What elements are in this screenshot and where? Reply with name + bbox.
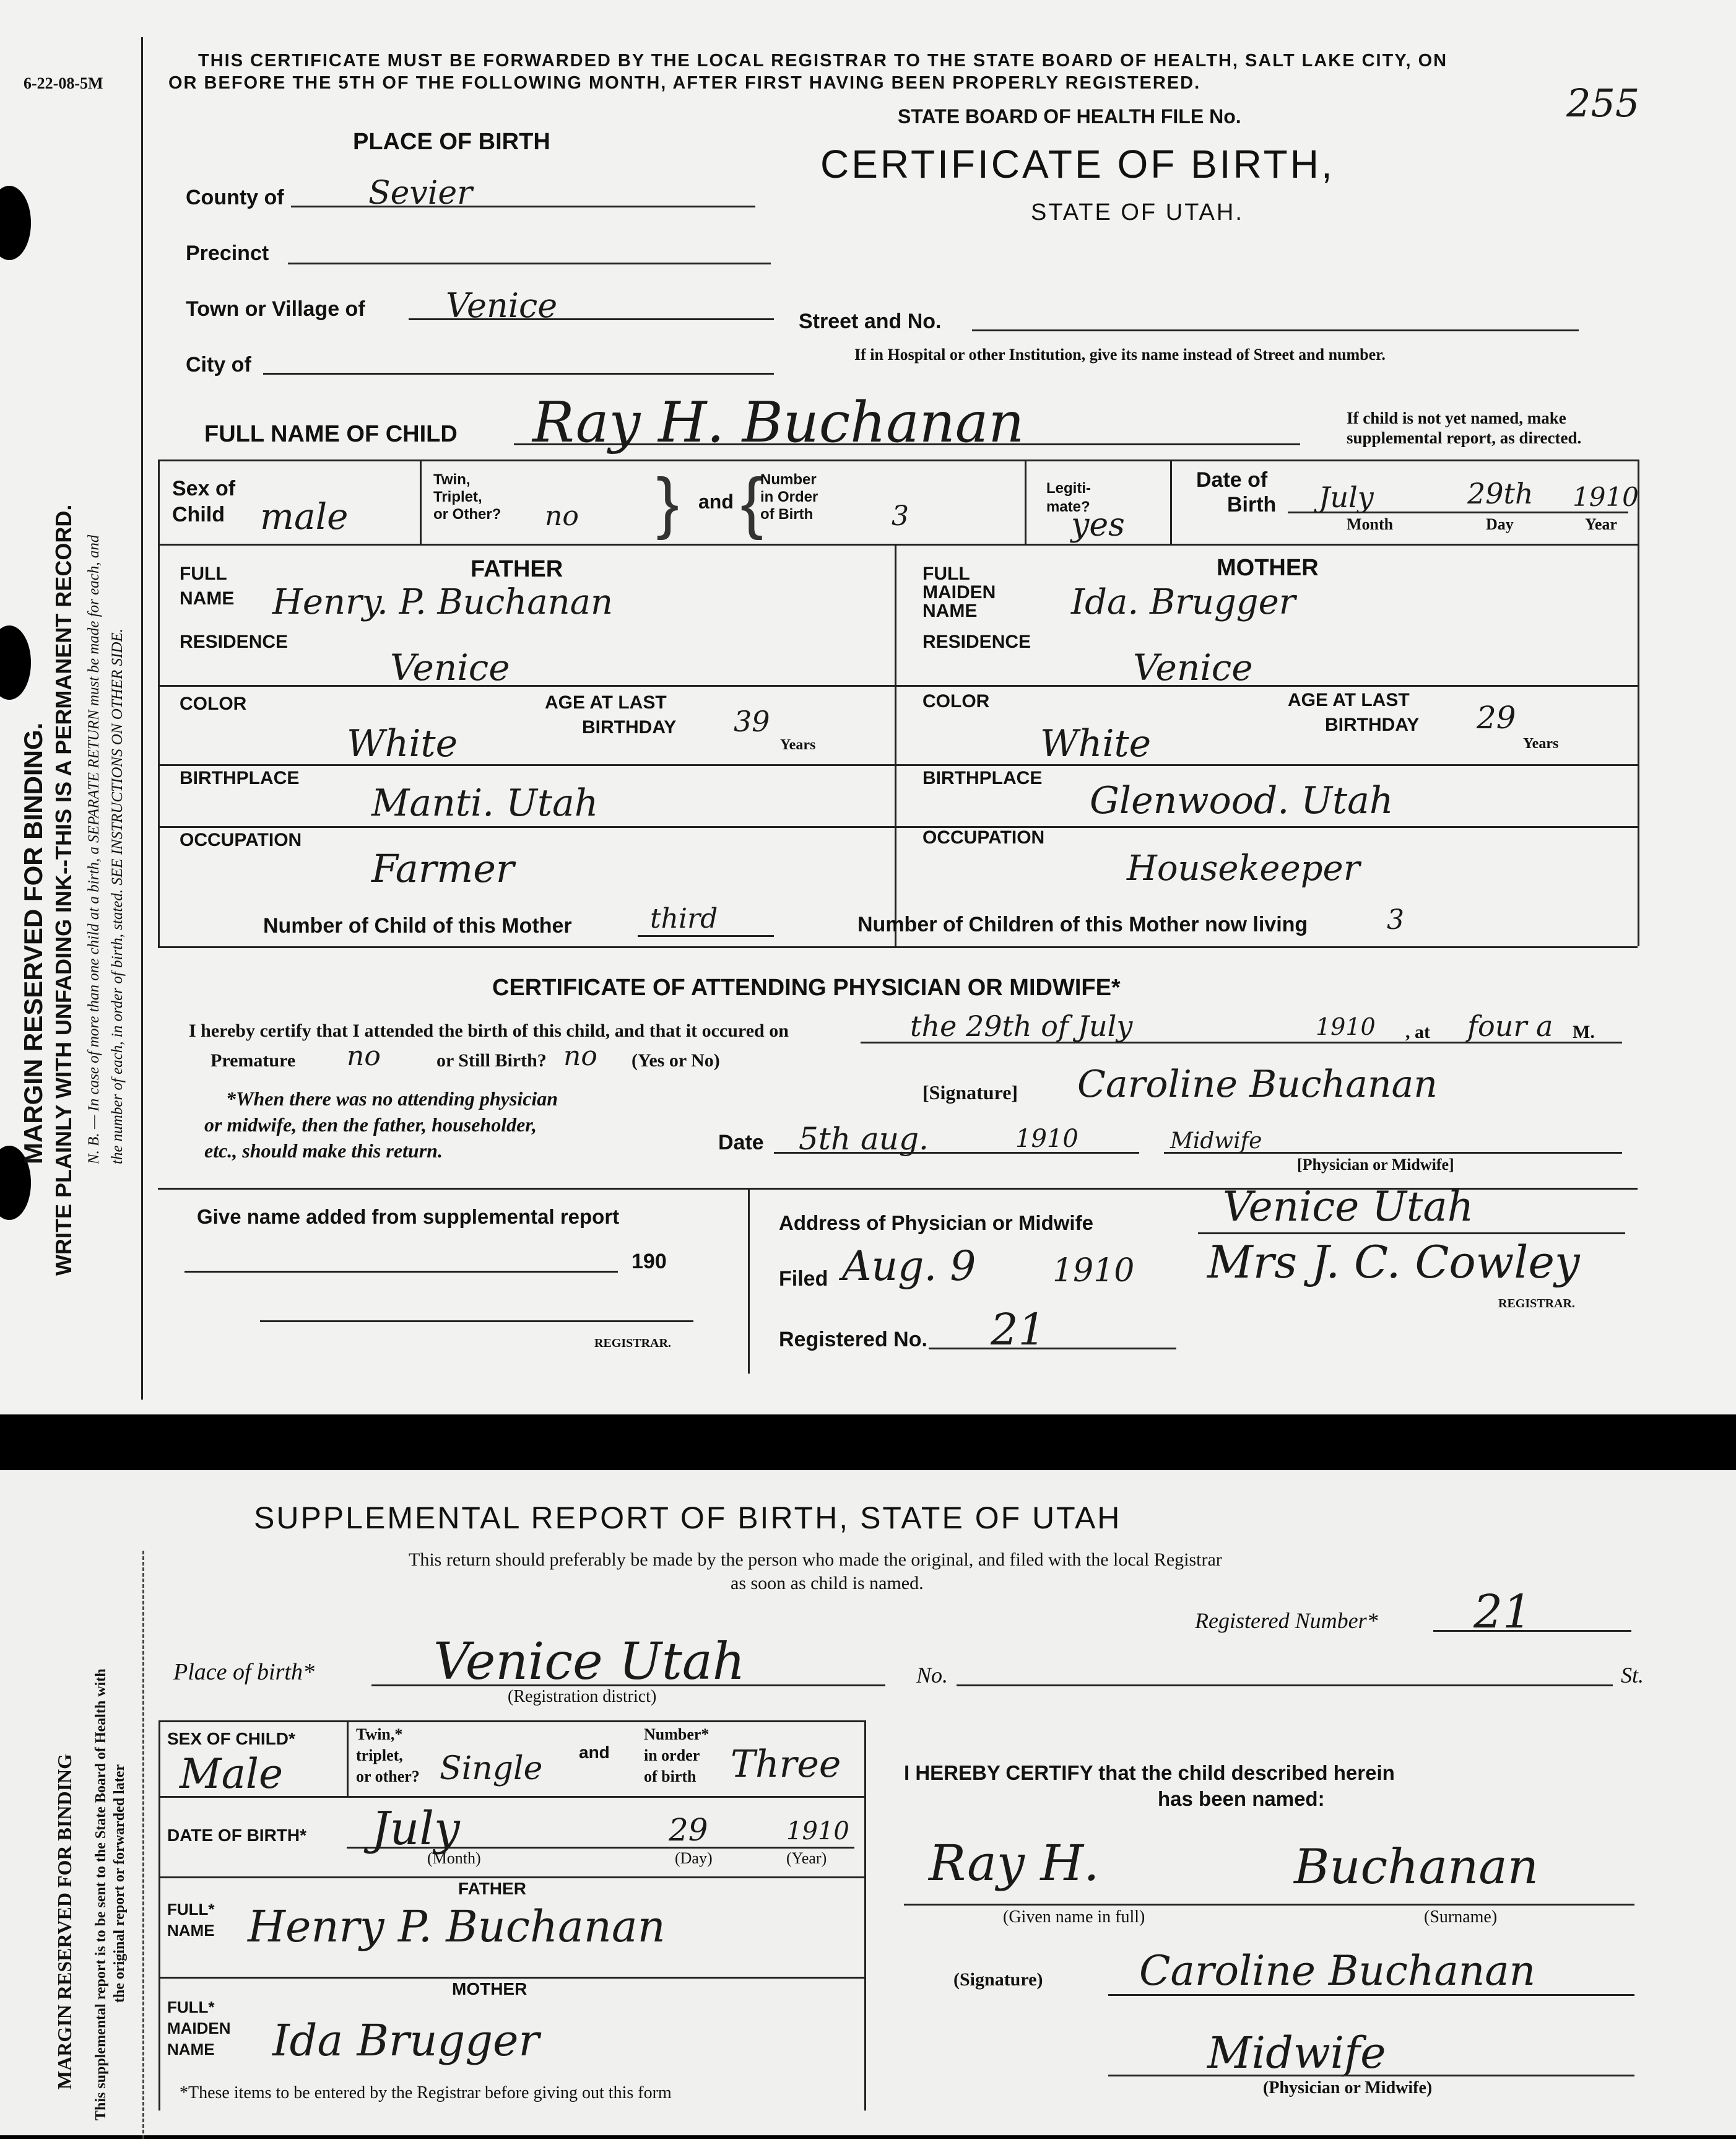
father-color-value: White: [347, 722, 458, 765]
supp-order-label-3: of birth: [644, 1767, 697, 1785]
supp-dob-day: 29: [669, 1812, 708, 1848]
margin-note-2: the number of each, in order of birth, stated. SEE INSTRUCTIONS ON OTHER SIDE.: [109, 628, 126, 1164]
supp-margin-note-1: This supplemental report is to be sent to the State Board of Health with: [93, 1668, 109, 2120]
order-label-3: of Birth: [760, 506, 814, 523]
supp-surname-label: (Surname): [1424, 1907, 1498, 1927]
supp-reg-num-value: 21: [1473, 1585, 1532, 1639]
still-value: no: [563, 1040, 597, 1072]
city-label: City of: [186, 353, 251, 377]
supp-mother-maiden-label: MAIDEN: [167, 2019, 231, 2037]
date-year: 1910: [1015, 1125, 1078, 1153]
mother-birthplace-label: BIRTHPLACE: [922, 768, 1043, 788]
mother-age-label-1: AGE AT LAST: [1288, 690, 1410, 710]
supp-certify-1: I HEREBY CERTIFY that the child described herein: [904, 1761, 1395, 1784]
child-name-note-1: If child is not yet named, make: [1347, 409, 1566, 427]
and-label: and: [698, 490, 734, 513]
dob-label-2: Birth: [1227, 493, 1277, 516]
at-label: , at: [1405, 1022, 1430, 1042]
date-value: 5th aug.: [799, 1121, 929, 1157]
mother-residence-label: RESIDENCE: [922, 632, 1031, 652]
supp-father-heading: FATHER: [458, 1879, 526, 1898]
mother-occupation-label: OCCUPATION: [922, 827, 1045, 848]
birth-certificate: 6-22-08-5M MARGIN RESERVED FOR BINDING. WRITE PLAINLY WITH UNFADING INK--THIS IS A PERMANENT RECORD. N. B. — In case of more than one child at a birth, a SEPARATE RETURN must be made for each, and the number of each, in order of birth, stated. SEE INSTRUCTIONS ON OTHER SIDE. THIS CERTIFICATE MUST BE FORWARDED BY THE LOCAL REGISTRAR TO THE STATE BOARD OF HEALTH, SALT LAKE CITY, ON OR BEFORE THE 5TH OF THE FOLLOWING MONTH, AFTER FIRST HAVING BEEN PROPERLY REGISTERED. STATE BOARD OF HEALTH FILE No. 255 PLACE OF BIRTH CERTIFICATE OF BIRTH, STATE OF UTAH. County of Sevier Precinct Town or Village of Venice City of Street and No. If in Hospital or other Institution, give its name instead of Street and number. FULL NAME OF CHILD Ray H. Buchanan If child is not yet named, make supplemental report, as directed. Sex of Child male Twin, Triplet, or Other? no } and { Number in Order of Birth 3 Legiti- mate? yes Date of Birth July 29th 1910 Month Day Year FATHER FULL NAME Henry. P. Buchanan RESIDENCE Venice COLOR AGE AT LAST BIRTHDAY 39 Years White BIRTHPLACE Manti. Utah OCCUPATION Farmer MOTHER FULL MAIDEN NAME Ida. Brugger RESIDENCE Venice COLOR AGE AT LAST BIRTHDAY 29 Years White BIRTHPLACE Glenwood. Utah OCCUPATION Housekeeper Number of Child of this Mother third Number of Children of this Mother now living 3 CERTIFICATE OF ATTENDING PHYSICIAN OR MIDWIFE* I hereby certify that I attended the birth of this child, and that it occured on the 29th of July 1910 , at four a M. Premature no or Still Birth? no (Yes or No) *When there was no attending physician or midwife, then the father, householder, etc., should make this return. [Signature] Caroline Buchanan Date 5th aug. 1910 Midwife [Physician or Midwife] Give name added from supplemental report 190 REGISTRAR. Address of Physician or Midwife Venice Utah Filed Aug. 9 1910 Mrs J. C. Cowley REGISTRAR. Registered No. 21: [0, 0, 1736, 1414]
county-value: Sevier: [368, 175, 473, 212]
still-label: or Still Birth?: [436, 1050, 547, 1071]
supp-certify-2: has been named:: [1158, 1787, 1325, 1810]
child-name-note-2: supplemental report, as directed.: [1347, 429, 1582, 447]
mother-name-label: NAME: [922, 601, 978, 621]
supp-signature-label: (Signature): [953, 1969, 1043, 1990]
mother-age-label-2: BIRTHDAY: [1325, 715, 1420, 735]
supp-twin-label-3: or other?: [356, 1767, 420, 1785]
mother-residence-value: Venice: [1133, 647, 1253, 689]
town-label: Town or Village of: [186, 297, 365, 321]
town-value: Venice: [446, 286, 558, 325]
mother-heading: MOTHER: [1217, 555, 1319, 581]
father-years-label: Years: [780, 737, 816, 753]
form-code: 6-22-08-5M: [24, 74, 103, 92]
supp-title: SUPPLEMENTAL REPORT OF BIRTH, STATE OF UTAH: [254, 1501, 1122, 1535]
occurred-value: the 29th of July: [910, 1009, 1133, 1043]
margin-ink-text: WRITE PLAINLY WITH UNFADING INK--THIS IS A PERMANENT RECORD.: [51, 504, 76, 1276]
legit-label-1: Legiti-: [1046, 480, 1091, 497]
order-label-2: in Order: [760, 489, 818, 505]
note-line-3: etc., should make this return.: [204, 1139, 443, 1162]
num-child-label: Number of Child of this Mother: [263, 914, 572, 938]
mother-maiden-label: MAIDEN: [922, 582, 996, 603]
supp-role-value: Midwife: [1207, 2028, 1386, 2078]
supp-dob-month: July: [371, 1802, 460, 1855]
father-full-label: FULL: [180, 564, 227, 584]
margin-border: [141, 37, 143, 1400]
dob-label-1: Date of: [1196, 468, 1268, 492]
supp-intro-2: as soon as child is named.: [731, 1573, 924, 1593]
supp-margin-binding: MARGIN RESERVED FOR BINDING: [53, 1753, 76, 2089]
supp-and-label: and: [579, 1743, 610, 1762]
premature-value: no: [347, 1040, 381, 1072]
child-name-value: Ray H. Buchanan: [532, 390, 1025, 455]
supp-order-label-2: in order: [644, 1746, 700, 1764]
dob-year: 1910: [1573, 482, 1639, 512]
note-line-2: or midwife, then the father, householder,: [204, 1113, 537, 1136]
twin-label-3: or Other?: [433, 506, 501, 523]
header-line-2: OR BEFORE THE 5TH OF THE FOLLOWING MONTH, AFTER FIRST HAVING BEEN PROPERLY REGISTERED.: [168, 73, 1201, 93]
signature-label: [Signature]: [922, 1081, 1018, 1104]
father-birthplace-value: Manti. Utah: [371, 782, 599, 825]
supp-place-value: Venice Utah: [433, 1632, 745, 1691]
supp-physician-label: (Physician or Midwife): [1263, 2078, 1433, 2098]
mother-occupation-value: Housekeeper: [1127, 848, 1360, 889]
street-note: If in Hospital or other Institution, give its name instead of Street and number.: [854, 346, 1386, 364]
supp-day-label: (Day): [675, 1849, 713, 1867]
note-line-1: *When there was no attending physician: [226, 1087, 558, 1110]
county-label: County of: [186, 186, 284, 209]
father-residence-value: Venice: [390, 647, 510, 689]
supp-reg-district: (Registration district): [508, 1687, 657, 1706]
address-label: Address of Physician or Midwife: [779, 1211, 1093, 1234]
time-value: four a: [1467, 1009, 1553, 1043]
supp-footnote: *These items to be entered by the Registrar before giving out this form: [180, 2083, 672, 2102]
physician-label: [Physician or Midwife]: [1297, 1156, 1454, 1174]
father-occupation-value: Farmer: [371, 846, 514, 891]
premature-label: Premature: [210, 1050, 296, 1071]
supp-no-label: No.: [916, 1663, 948, 1688]
supp-father-name-label: NAME: [167, 1921, 215, 1940]
supplemental-report: [0, 1470, 1736, 2135]
supp-dob-label: DATE OF BIRTH*: [167, 1826, 307, 1845]
order-value: 3: [892, 500, 909, 532]
registered-label: Registered No.: [779, 1328, 927, 1351]
supp-mother-full-label: FULL*: [167, 1998, 215, 2016]
order-label-1: Number: [760, 471, 817, 488]
yes-no-label: (Yes or No): [631, 1050, 720, 1071]
margin-note-1: N. B. — In case of more than one child at a birth, a SEPARATE RETURN must be made for each, and: [85, 534, 102, 1164]
binding-hole: [0, 625, 31, 700]
supp-surname-value: Buchanan: [1294, 1839, 1539, 1895]
father-age-value: 39: [734, 705, 770, 738]
supp-st-label: St.: [1621, 1663, 1644, 1688]
father-residence-label: RESIDENCE: [180, 632, 289, 652]
father-age-label-1: AGE AT LAST: [545, 692, 667, 713]
supp-margin-note-2: the original report or forwarded later: [111, 1764, 128, 2003]
supp-given-value: Ray H.: [929, 1834, 1100, 1892]
supp-father-full-label: FULL*: [167, 1900, 215, 1919]
supp-sex-value: Male: [180, 1750, 284, 1798]
supp-dob-year: 1910: [786, 1817, 849, 1845]
certificate-title: CERTIFICATE OF BIRTH,: [820, 142, 1335, 186]
dob-month: July: [1319, 481, 1374, 514]
precinct-label: Precinct: [186, 242, 269, 265]
header-line-1: THIS CERTIFICATE MUST BE FORWARDED BY THE LOCAL REGISTRAR TO THE STATE BOARD OF HEALTH, SALT LAKE CITY, ON: [198, 51, 1448, 71]
supp-reg-num-label: Registered Number*: [1195, 1608, 1378, 1633]
registrar-label: REGISTRAR.: [1498, 1297, 1575, 1310]
twin-value: no: [545, 500, 579, 532]
father-name-value: Henry. P. Buchanan: [272, 582, 614, 622]
sex-value: male: [260, 495, 349, 538]
supp-father-value: Henry P. Buchanan: [248, 1901, 666, 1952]
supp-twin-label-2: triplet,: [356, 1746, 403, 1764]
num-living-value: 3: [1387, 904, 1404, 936]
num-child-value: third: [650, 903, 718, 934]
father-color-label: COLOR: [180, 694, 247, 714]
mother-color-value: White: [1040, 722, 1152, 765]
twin-label-2: Triplet,: [433, 489, 482, 505]
file-no-value: 255: [1566, 81, 1640, 126]
supp-registrar-label: REGISTRAR.: [594, 1336, 671, 1350]
role-value: Midwife: [1170, 1128, 1262, 1154]
address-value: Venice Utah: [1223, 1183, 1474, 1231]
supp-month-label: (Month): [427, 1849, 481, 1867]
binding-hole: [0, 186, 31, 260]
day-label: Day: [1486, 515, 1514, 533]
supp-intro-1: This return should preferably be made by the person who made the original, and filed with the local Registrar: [409, 1549, 1222, 1570]
father-heading: FATHER: [471, 556, 563, 582]
supp-mother-name-label: NAME: [167, 2040, 215, 2058]
supp-190: 190: [631, 1250, 667, 1273]
m-label: M.: [1573, 1022, 1595, 1042]
mother-name-value: Ida. Brugger: [1071, 582, 1296, 622]
supp-twin-label-1: Twin,*: [356, 1725, 403, 1743]
supp-year-label: (Year): [786, 1849, 827, 1867]
registered-value: 21: [991, 1304, 1046, 1355]
street-label: Street and No.: [799, 310, 942, 333]
supp-order-label-1: Number*: [644, 1725, 710, 1743]
supp-mother-heading: MOTHER: [452, 1979, 527, 1998]
mother-years-label: Years: [1523, 736, 1559, 752]
mother-age-value: 29: [1477, 700, 1516, 736]
date-label: Date: [718, 1131, 764, 1154]
dob-day: 29th: [1467, 477, 1534, 510]
supp-order-value: Three: [731, 1743, 841, 1786]
father-age-label-2: BIRTHDAY: [582, 717, 677, 738]
supp-given-label: (Given name in full): [1003, 1907, 1145, 1927]
margin-binding-text: MARGIN RESERVED FOR BINDING.: [19, 722, 48, 1164]
supp-given-label: Give name added from supplemental report: [197, 1205, 620, 1228]
year-label: Year: [1585, 515, 1617, 533]
father-occupation-label: OCCUPATION: [180, 830, 302, 850]
supp-mother-value: Ida Brugger: [272, 2015, 539, 2066]
legit-value: yes: [1071, 507, 1125, 544]
legit-label-2: mate?: [1046, 499, 1090, 515]
supp-place-label: Place of birth*: [173, 1659, 315, 1685]
filed-year: 1910: [1052, 1252, 1135, 1289]
filed-value: Aug. 9: [842, 1242, 976, 1290]
twin-label-1: Twin,: [433, 471, 471, 488]
filed-label: Filed: [779, 1267, 828, 1291]
certificate-subtitle: STATE OF UTAH.: [1031, 199, 1244, 225]
month-label: Month: [1347, 515, 1394, 533]
sex-label-2: Child: [172, 503, 225, 526]
occurred-year: 1910: [1316, 1013, 1376, 1040]
father-name-label: NAME: [180, 588, 235, 609]
mother-color-label: COLOR: [922, 691, 990, 712]
file-no-label: STATE BOARD OF HEALTH FILE No.: [898, 105, 1241, 128]
mother-full-label: FULL: [922, 564, 970, 584]
supp-sex-label: SEX OF CHILD*: [167, 1729, 295, 1748]
child-name-label: FULL NAME OF CHILD: [204, 421, 458, 447]
certify-text: I hereby certify that I attended the birth of this child, and that it occured on: [189, 1021, 789, 1041]
mother-birthplace-value: Glenwood. Utah: [1090, 779, 1394, 822]
signature-value: Caroline Buchanan: [1077, 1063, 1438, 1106]
num-living-label: Number of Children of this Mother now living: [857, 913, 1308, 936]
father-birthplace-label: BIRTHPLACE: [180, 768, 300, 788]
sex-label-1: Sex of: [172, 477, 236, 500]
registrar-signature: Mrs J. C. Cowley: [1207, 1236, 1580, 1288]
supp-twin-value: Single: [440, 1750, 543, 1787]
supp-signature-value: Caroline Buchanan: [1139, 1947, 1536, 1995]
physician-heading: CERTIFICATE OF ATTENDING PHYSICIAN OR MIDWIFE*: [492, 975, 1121, 1001]
place-of-birth-heading: PLACE OF BIRTH: [353, 129, 550, 155]
